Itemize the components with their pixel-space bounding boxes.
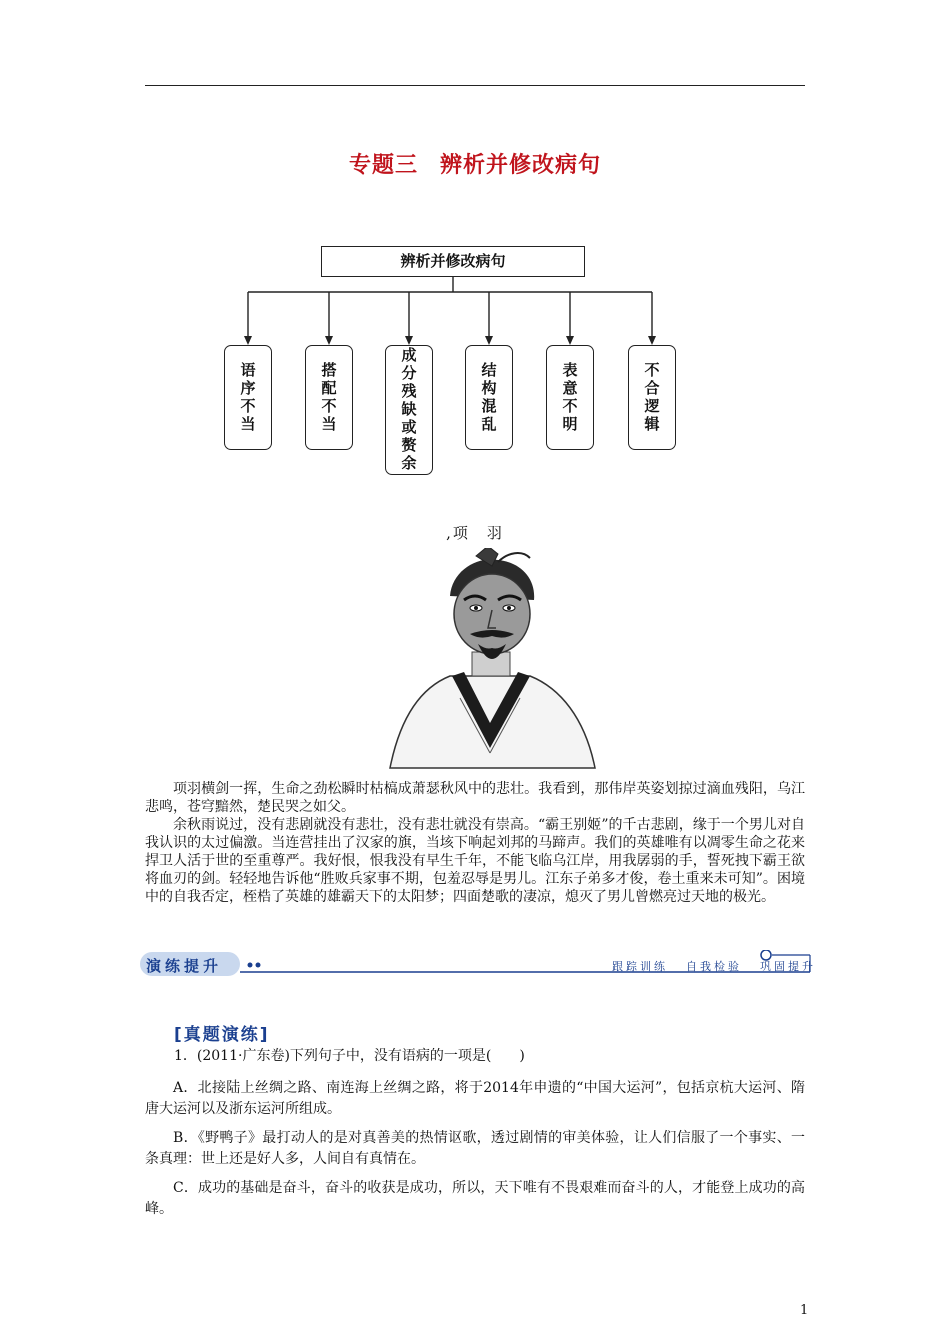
diagram-leaf-word-order: 语序不当 [224, 345, 272, 450]
xiang-yu-portrait-image [380, 548, 600, 770]
header-rule [145, 85, 805, 86]
diagram-leaf-illogical: 不合逻辑 [628, 345, 676, 450]
diagram-leaf-collocation: 搭配不当 [305, 345, 353, 450]
banner-title: 演练提升 [146, 957, 223, 975]
essay-paragraph-2: 余秋雨说过，没有悲剧就没有悲壮，没有悲壮就没有崇高。“霸王别姬”的千古悲剧，缘于一个男儿对自我认识的太过偏激。当连营挂出了汉家的旗，当垓下响起刘邦的马蹄声。我们的英雄唯有以凋零生命之花来捍卫人活于世的至重尊严。我好恨，恨我没有早生千年，不能飞临乌江岸，用我孱弱的手，誓死拽下霸王欲将血刃的剑。轻轻地告诉他“胜败兵家事不期，包羞忍辱是男儿。江东子弟多才俊，卷土重来未可知”。困境中的自我否定，桎梏了英雄的雄霸天下的太阳梦；四面楚歌的凄凉，熄灭了男儿曾燃亮过天地的极光。 [145, 817, 805, 905]
banner-tags [612, 958, 834, 974]
diagram-leaf-unclear-meaning: 表意不明 [546, 345, 594, 450]
diagram-leaf-missing-component: 成分残缺或赘余 [385, 345, 433, 475]
title-subject: 辨析并修改病句 [440, 153, 602, 178]
option-c: C．成功的基础是奋斗，奋斗的收获是成功，所以，天下唯有不畏艰难而奋斗的人，才能登上成功的高峰。 [145, 1180, 805, 1217]
banner-tag-self-check: 自我检验 [686, 960, 742, 973]
essay-paragraph-1: 项羽横剑一挥，生命之劲松瞬时枯槁成萧瑟秋风中的悲壮。我看到，那伟岸英姿划掠过滴血残阳，乌江悲鸣，苍穹黯然，楚民哭之如父。 [145, 781, 805, 815]
banner-tag-tracking: 跟踪训练 [612, 960, 668, 973]
question-stem: 1．(2011·广东卷)下列句子中，没有语病的一项是( ) [174, 1048, 525, 1064]
diagram-leaf-structure: 结构混乱 [465, 345, 513, 450]
section-heading: [真题演练] [174, 1025, 270, 1045]
page-number: 1 [800, 1303, 809, 1318]
portrait-caption: ,项 羽 [446, 524, 504, 542]
option-b: B．《野鸭子》最打动人的是对真善美的热情讴歌，透过剧情的审美体验，让人们信服了一个事实、一条真理：世上还是好人多，人间自有真情在。 [145, 1130, 805, 1167]
diagram-root-node: 辨析并修改病句 [321, 246, 585, 277]
option-a: A．北接陆上丝绸之路、南连海上丝绸之路，将于2014年申遗的“中国大运河”，包括京杭大运河、隋唐大运河以及浙东运河所组成。 [145, 1080, 805, 1117]
title-topic: 专题三 [348, 153, 418, 178]
page-title [0, 148, 950, 179]
banner-tag-consolidate: 巩固提升 [760, 960, 816, 973]
